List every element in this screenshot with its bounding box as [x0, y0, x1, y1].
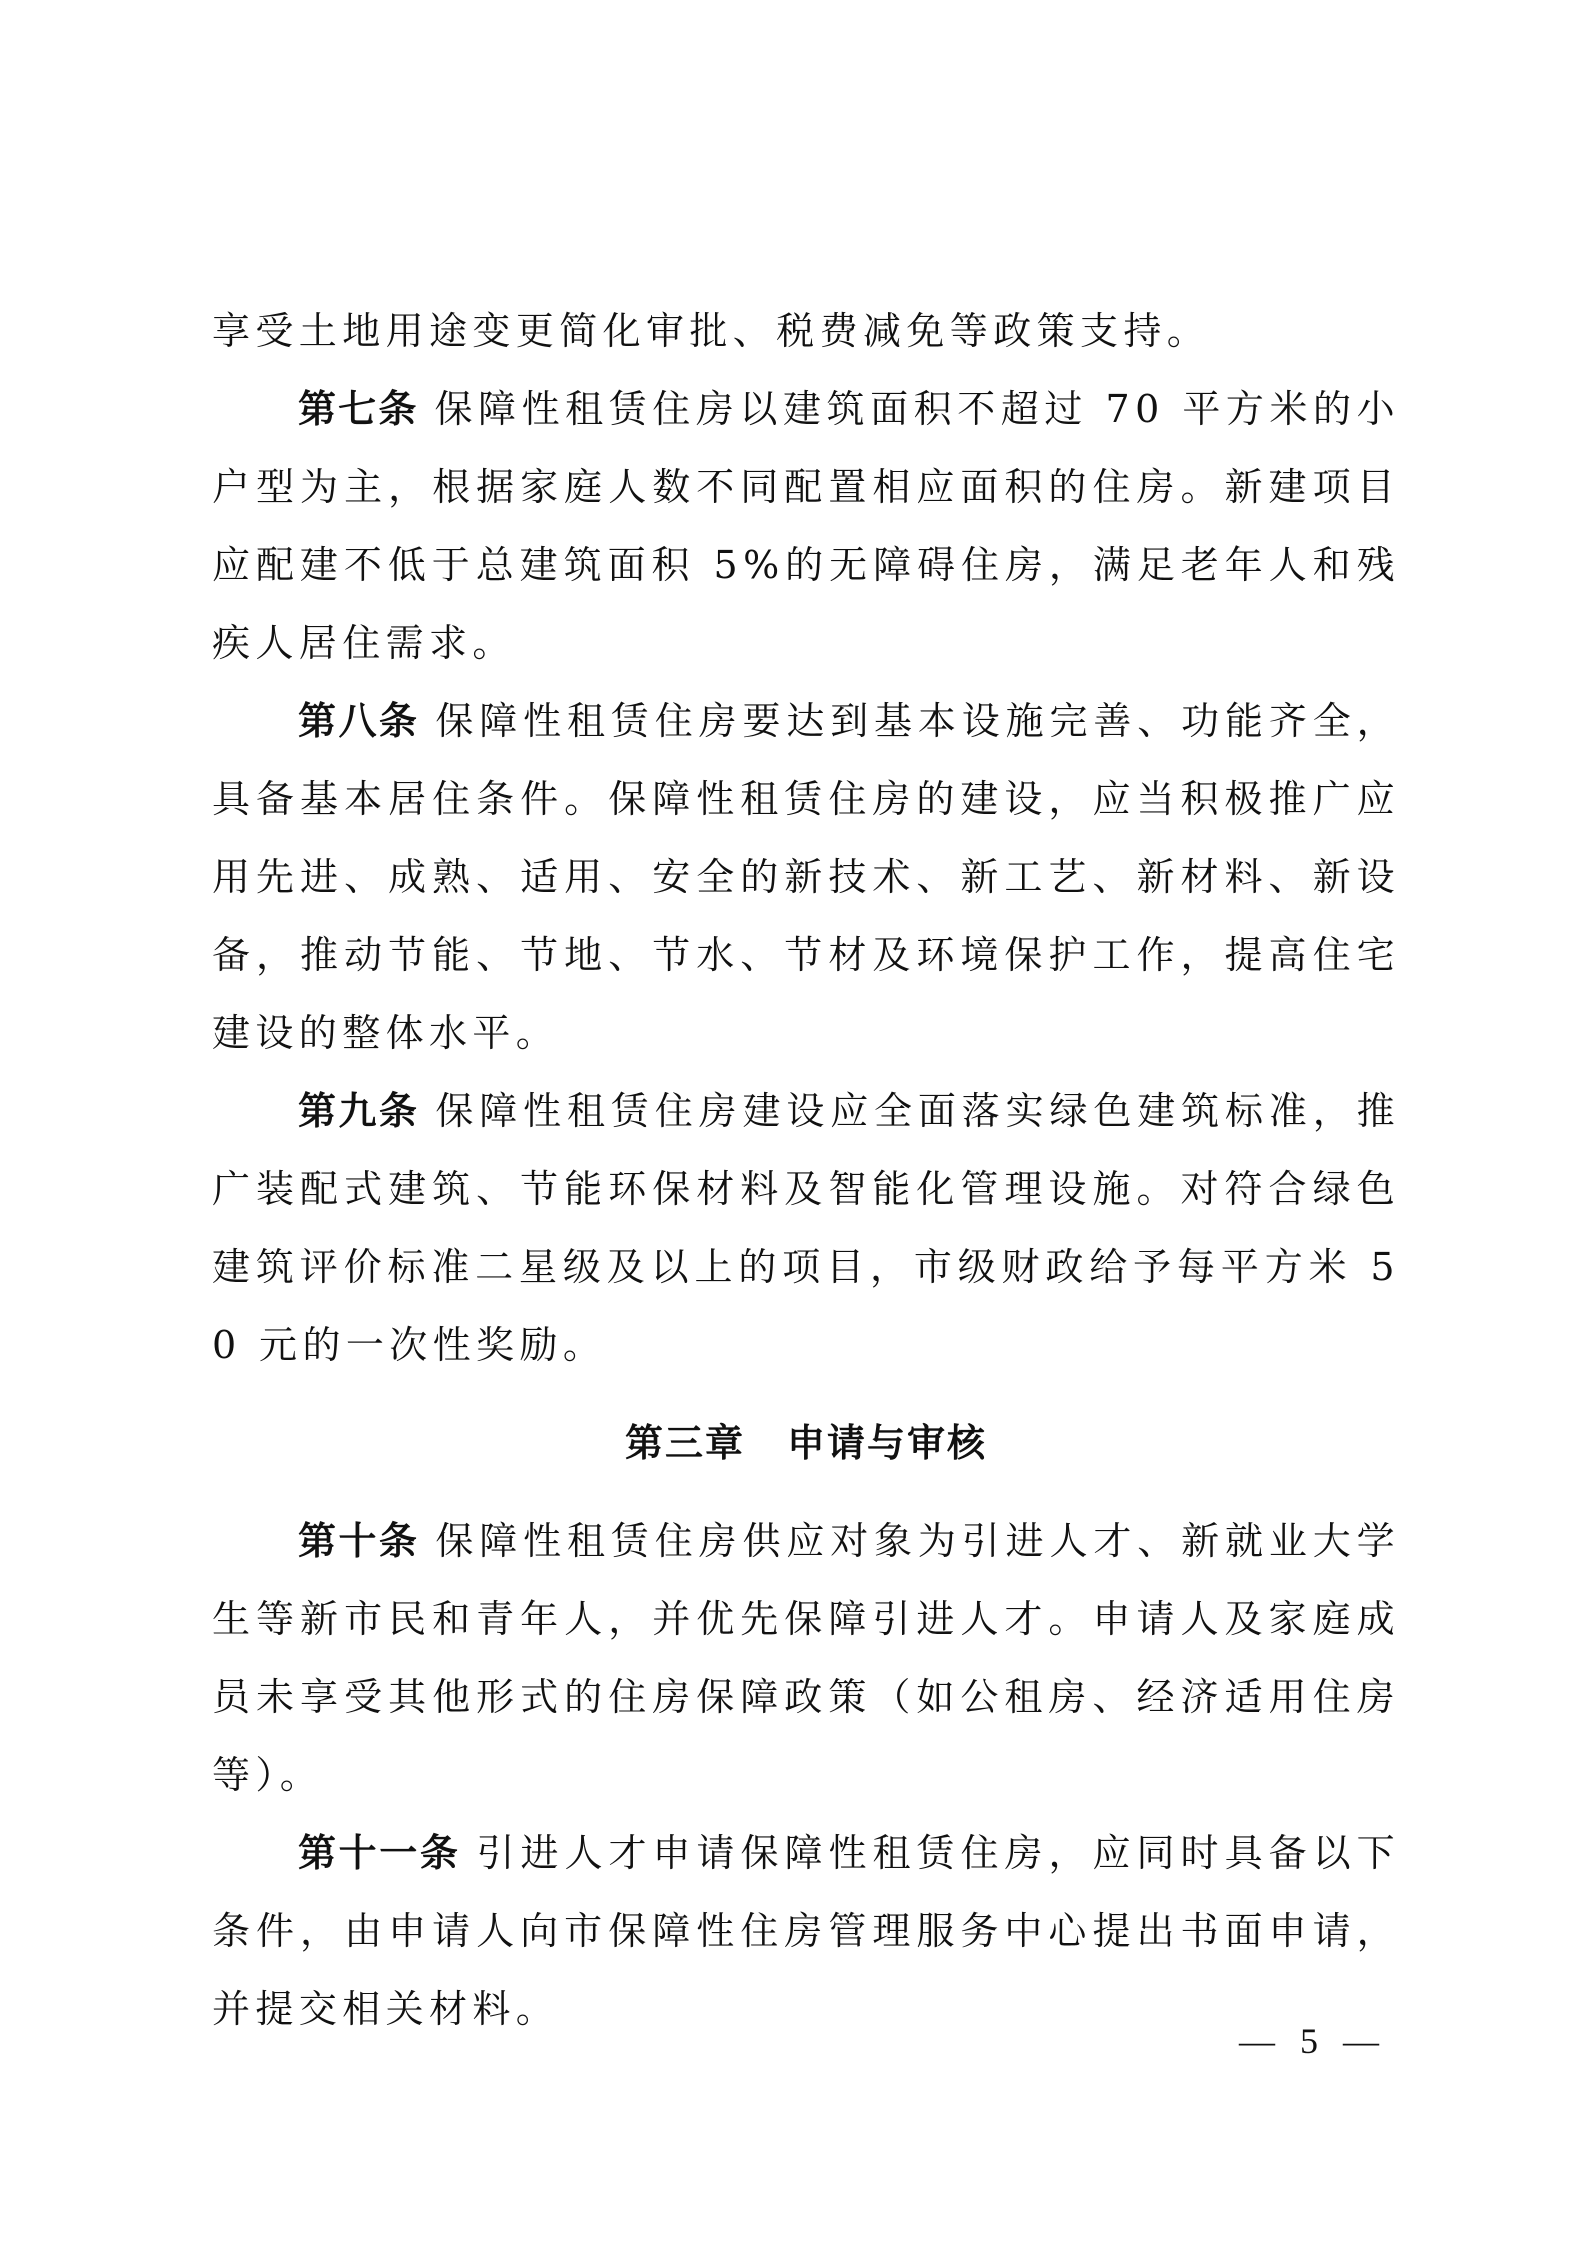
chapter-title: 申请与审核 — [787, 1421, 988, 1465]
article-text: 引进人才申请保障性租赁住房，应同时具备以下条件，由申请人向市保障性住房管理服务中心提出书面申请，并提交相关材料。 — [212, 1831, 1400, 2031]
chapter-heading — [212, 1404, 1400, 1482]
article-text: 保障性租赁住房建设应全面落实绿色建筑标准，推广装配式建筑、节能环保材料及智能化管理设施。对符合绿色建筑评价标准二星级及以上的项目，市级财政给予每平方米 50 元的一次性奖励。 — [212, 1089, 1400, 1367]
article-number: 第八条 — [298, 699, 420, 743]
article-number: 第十条 — [298, 1519, 420, 1563]
article-number: 第七条 — [298, 387, 419, 431]
chapter-number: 第三章 — [624, 1421, 745, 1465]
article-9 — [212, 1072, 1400, 1384]
article-11 — [212, 1814, 1400, 2048]
document-body — [212, 292, 1400, 2048]
paragraph-continuation — [212, 292, 1400, 370]
article-text: 保障性租赁住房供应对象为引进人才、新就业大学生等新市民和青年人，并优先保障引进人才。申请人及家庭成员未享受其他形式的住房保障政策（如公租房、经济适用住房等）。 — [212, 1519, 1400, 1797]
article-text: 保障性租赁住房要达到基本设施完善、功能齐全，具备基本居住条件。保障性租赁住房的建设，应当积极推广应用先进、成熟、适用、安全的新技术、新工艺、新材料、新设备，推动节能、节地、节水、节材及环境保护工作，提高住宅建设的整体水平。 — [212, 699, 1400, 1055]
article-10 — [212, 1502, 1400, 1814]
article-number: 第十一条 — [298, 1831, 461, 1875]
paragraph-text: 享受土地用途变更简化审批、税费减免等政策支持。 — [212, 309, 1211, 353]
article-text: 保障性租赁住房以建筑面积不超过 70 平方米的小户型为主，根据家庭人数不同配置相应面积的住房。新建项目应配建不低于总建筑面积 5%的无障碍住房，满足老年人和残疾人居住需求。 — [212, 387, 1400, 665]
article-number: 第九条 — [298, 1089, 420, 1133]
page-number: — 5 — — [1239, 2021, 1387, 2061]
article-8 — [212, 682, 1400, 1072]
article-7 — [212, 370, 1400, 682]
